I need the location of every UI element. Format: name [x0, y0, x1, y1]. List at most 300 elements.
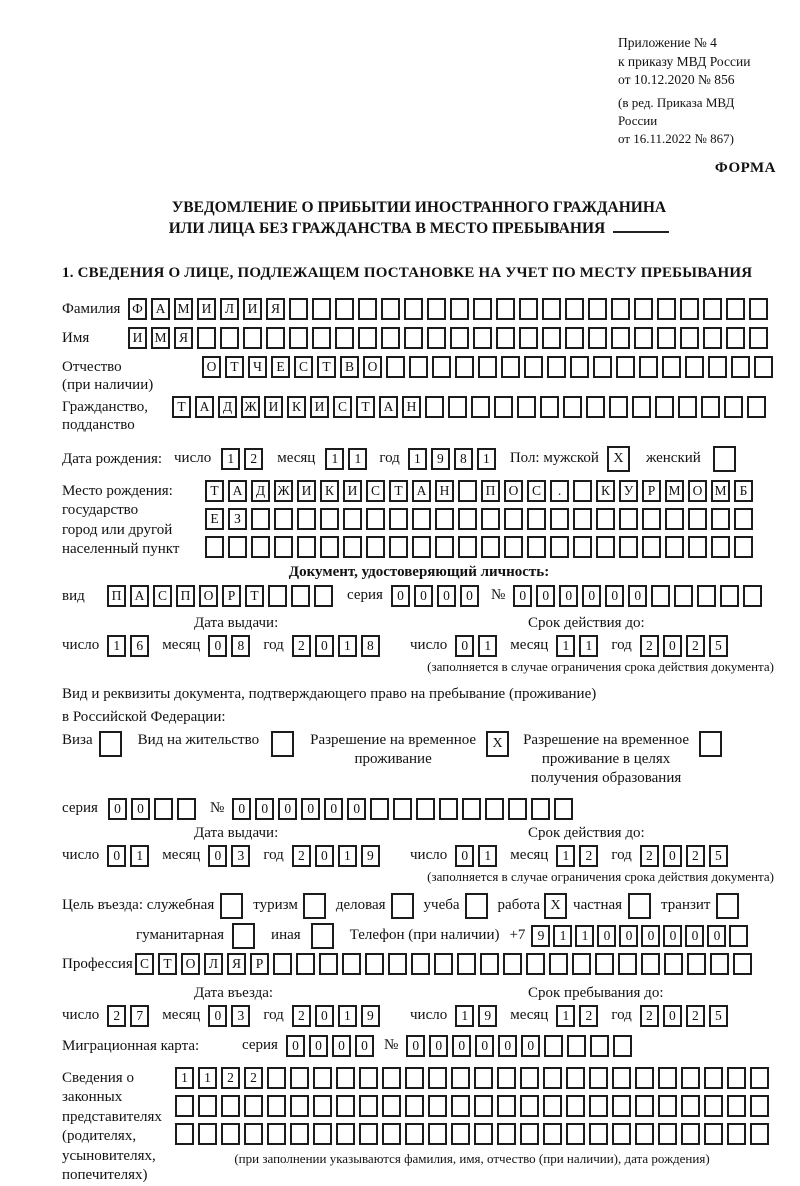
char-cell[interactable]	[289, 298, 308, 320]
char-cell[interactable]	[619, 536, 638, 558]
char-cell[interactable]	[678, 396, 697, 418]
char-cell[interactable]: 3	[231, 1005, 250, 1027]
char-cell[interactable]	[655, 396, 674, 418]
char-cell[interactable]	[540, 396, 559, 418]
char-cell[interactable]	[428, 1123, 447, 1145]
char-cell[interactable]: 9	[361, 1005, 380, 1027]
char-cell[interactable]: М	[174, 298, 193, 320]
char-cell[interactable]	[266, 327, 285, 349]
char-cell[interactable]	[474, 1095, 493, 1117]
char-cell[interactable]	[703, 327, 722, 349]
char-cell[interactable]: П	[107, 585, 126, 607]
char-cell[interactable]	[572, 953, 591, 975]
representatives-cells-row2[interactable]	[175, 1095, 769, 1117]
char-cell[interactable]: 0	[663, 845, 682, 867]
char-cell[interactable]	[303, 893, 326, 919]
char-cell[interactable]: 2	[292, 635, 311, 657]
char-cell[interactable]: Л	[204, 953, 223, 975]
char-cell[interactable]	[543, 1067, 562, 1089]
char-cell[interactable]	[451, 1123, 470, 1145]
char-cell[interactable]	[497, 1095, 516, 1117]
char-cell[interactable]	[589, 1067, 608, 1089]
char-cell[interactable]	[749, 298, 768, 320]
char-cell[interactable]	[312, 327, 331, 349]
purpose-other-checkbox[interactable]	[311, 923, 334, 949]
char-cell[interactable]	[458, 508, 477, 530]
doc-series-cells[interactable]	[391, 585, 479, 607]
birthplace-cells-row2[interactable]	[205, 508, 753, 530]
char-cell[interactable]	[382, 1095, 401, 1117]
char-cell[interactable]: М	[151, 327, 170, 349]
char-cell[interactable]	[542, 327, 561, 349]
char-cell[interactable]	[547, 356, 566, 378]
char-cell[interactable]	[596, 508, 615, 530]
char-cell[interactable]: 0	[513, 585, 532, 607]
char-cell[interactable]	[450, 298, 469, 320]
char-cell[interactable]	[520, 1095, 539, 1117]
char-cell[interactable]: Я	[174, 327, 193, 349]
char-cell[interactable]	[313, 1095, 332, 1117]
char-cell[interactable]	[724, 396, 743, 418]
char-cell[interactable]	[220, 327, 239, 349]
char-cell[interactable]: 0	[131, 798, 150, 820]
char-cell[interactable]: Р	[250, 953, 269, 975]
char-cell[interactable]	[589, 1095, 608, 1117]
char-cell[interactable]: 2	[221, 1067, 240, 1089]
char-cell[interactable]: 6	[130, 635, 149, 657]
char-cell[interactable]	[517, 396, 536, 418]
representatives-cells-row3[interactable]	[175, 1123, 769, 1145]
char-cell[interactable]: 1	[107, 635, 126, 657]
char-cell[interactable]: 0	[452, 1035, 471, 1057]
id-valid-year-cells[interactable]	[640, 635, 728, 657]
char-cell[interactable]	[366, 536, 385, 558]
char-cell[interactable]	[543, 1123, 562, 1145]
char-cell[interactable]	[727, 1067, 746, 1089]
char-cell[interactable]	[658, 1067, 677, 1089]
char-cell[interactable]	[274, 508, 293, 530]
char-cell[interactable]: Р	[222, 585, 241, 607]
char-cell[interactable]: 2	[686, 635, 705, 657]
char-cell[interactable]	[685, 356, 704, 378]
char-cell[interactable]	[271, 731, 294, 757]
char-cell[interactable]	[524, 356, 543, 378]
char-cell[interactable]: 0	[663, 925, 682, 947]
char-cell[interactable]: Т	[172, 396, 191, 418]
char-cell[interactable]	[382, 1067, 401, 1089]
char-cell[interactable]	[432, 356, 451, 378]
char-cell[interactable]: 0	[301, 798, 320, 820]
char-cell[interactable]: 0	[232, 798, 251, 820]
char-cell[interactable]	[177, 798, 196, 820]
char-cell[interactable]: 0	[108, 798, 127, 820]
char-cell[interactable]	[593, 356, 612, 378]
char-cell[interactable]: О	[199, 585, 218, 607]
char-cell[interactable]: И	[310, 396, 329, 418]
char-cell[interactable]: С	[333, 396, 352, 418]
char-cell[interactable]	[336, 1067, 355, 1089]
char-cell[interactable]	[389, 508, 408, 530]
char-cell[interactable]	[485, 798, 504, 820]
char-cell[interactable]: 0	[315, 1005, 334, 1027]
char-cell[interactable]: О	[504, 480, 523, 502]
char-cell[interactable]	[710, 953, 729, 975]
purpose-transit-checkbox[interactable]	[716, 893, 739, 919]
char-cell[interactable]	[473, 298, 492, 320]
char-cell[interactable]	[435, 508, 454, 530]
char-cell[interactable]: 1	[408, 448, 427, 470]
char-cell[interactable]: 0	[406, 1035, 425, 1057]
char-cell[interactable]	[665, 536, 684, 558]
char-cell[interactable]	[273, 953, 292, 975]
char-cell[interactable]	[635, 1095, 654, 1117]
char-cell[interactable]	[220, 893, 243, 919]
char-cell[interactable]	[635, 1123, 654, 1145]
char-cell[interactable]	[366, 508, 385, 530]
char-cell[interactable]: С	[153, 585, 172, 607]
stay-month-cells[interactable]	[556, 1005, 598, 1027]
char-cell[interactable]	[497, 1123, 516, 1145]
char-cell[interactable]	[734, 536, 753, 558]
char-cell[interactable]	[589, 1123, 608, 1145]
char-cell[interactable]: Т	[356, 396, 375, 418]
char-cell[interactable]: Р	[642, 480, 661, 502]
char-cell[interactable]: 0	[315, 845, 334, 867]
given-name-cells[interactable]	[128, 327, 768, 349]
char-cell[interactable]: И	[264, 396, 283, 418]
char-cell[interactable]	[688, 536, 707, 558]
char-cell[interactable]: 9	[531, 925, 550, 947]
char-cell[interactable]	[451, 1095, 470, 1117]
char-cell[interactable]: Н	[435, 480, 454, 502]
char-cell[interactable]: 1	[478, 635, 497, 657]
doc-type-cells[interactable]	[107, 585, 333, 607]
char-cell[interactable]: 2	[107, 1005, 126, 1027]
char-cell[interactable]	[198, 1123, 217, 1145]
char-cell[interactable]	[320, 536, 339, 558]
char-cell[interactable]	[478, 356, 497, 378]
char-cell[interactable]: 8	[361, 635, 380, 657]
char-cell[interactable]	[480, 953, 499, 975]
char-cell[interactable]	[664, 953, 683, 975]
char-cell[interactable]	[312, 298, 331, 320]
char-cell[interactable]: 1	[556, 1005, 575, 1027]
char-cell[interactable]	[612, 1123, 631, 1145]
char-cell[interactable]	[434, 953, 453, 975]
char-cell[interactable]: 5	[709, 1005, 728, 1027]
char-cell[interactable]	[314, 585, 333, 607]
char-cell[interactable]	[642, 536, 661, 558]
char-cell[interactable]	[336, 1095, 355, 1117]
char-cell[interactable]: 0	[536, 585, 555, 607]
char-cell[interactable]	[526, 953, 545, 975]
char-cell[interactable]	[458, 536, 477, 558]
char-cell[interactable]	[435, 536, 454, 558]
char-cell[interactable]: Т	[389, 480, 408, 502]
char-cell[interactable]: 3	[231, 845, 250, 867]
char-cell[interactable]	[566, 1067, 585, 1089]
char-cell[interactable]: А	[379, 396, 398, 418]
char-cell[interactable]	[563, 396, 582, 418]
char-cell[interactable]	[428, 1067, 447, 1089]
res-issue-month-cells[interactable]	[208, 845, 250, 867]
purpose-work-checkbox[interactable]	[544, 893, 567, 919]
char-cell[interactable]: И	[128, 327, 147, 349]
char-cell[interactable]	[542, 298, 561, 320]
res-issue-year-cells[interactable]	[292, 845, 380, 867]
citizenship-cells[interactable]	[172, 396, 766, 418]
char-cell[interactable]	[320, 508, 339, 530]
char-cell[interactable]	[665, 508, 684, 530]
birthplace-cells-row1[interactable]	[205, 480, 753, 502]
char-cell[interactable]	[595, 953, 614, 975]
char-cell[interactable]	[611, 327, 630, 349]
char-cell[interactable]: 0	[455, 635, 474, 657]
char-cell[interactable]	[343, 508, 362, 530]
char-cell[interactable]	[296, 953, 315, 975]
char-cell[interactable]: А	[151, 298, 170, 320]
char-cell[interactable]: Б	[734, 480, 753, 502]
purpose-official-checkbox[interactable]	[220, 893, 243, 919]
char-cell[interactable]	[450, 327, 469, 349]
res-valid-day-cells[interactable]	[455, 845, 497, 867]
char-cell[interactable]: 0	[355, 1035, 374, 1057]
char-cell[interactable]	[221, 1123, 240, 1145]
char-cell[interactable]: К	[320, 480, 339, 502]
char-cell[interactable]	[642, 508, 661, 530]
char-cell[interactable]: Л	[220, 298, 239, 320]
char-cell[interactable]: Д	[251, 480, 270, 502]
char-cell[interactable]	[428, 1095, 447, 1117]
char-cell[interactable]	[232, 923, 255, 949]
char-cell[interactable]: 1	[325, 448, 344, 470]
char-cell[interactable]	[474, 1123, 493, 1145]
char-cell[interactable]: 2	[244, 1067, 263, 1089]
char-cell[interactable]	[711, 536, 730, 558]
char-cell[interactable]	[586, 396, 605, 418]
char-cell[interactable]: 1	[455, 1005, 474, 1027]
char-cell[interactable]: М	[711, 480, 730, 502]
char-cell[interactable]: Т	[205, 480, 224, 502]
char-cell[interactable]	[726, 327, 745, 349]
char-cell[interactable]	[680, 298, 699, 320]
char-cell[interactable]	[268, 585, 287, 607]
char-cell[interactable]	[448, 396, 467, 418]
surname-cells[interactable]	[128, 298, 768, 320]
char-cell[interactable]	[609, 396, 628, 418]
char-cell[interactable]	[704, 1067, 723, 1089]
char-cell[interactable]	[704, 1095, 723, 1117]
char-cell[interactable]	[311, 923, 334, 949]
char-cell[interactable]: З	[228, 508, 247, 530]
purpose-business-checkbox[interactable]	[391, 893, 414, 919]
char-cell[interactable]	[658, 1123, 677, 1145]
char-cell[interactable]	[573, 508, 592, 530]
temp-residence-edu-checkbox[interactable]	[699, 731, 722, 757]
char-cell[interactable]: 0	[707, 925, 726, 947]
char-cell[interactable]	[611, 298, 630, 320]
char-cell[interactable]: П	[481, 480, 500, 502]
char-cell[interactable]	[747, 396, 766, 418]
char-cell[interactable]	[519, 298, 538, 320]
char-cell[interactable]	[297, 508, 316, 530]
char-cell[interactable]: .	[550, 480, 569, 502]
char-cell[interactable]	[596, 536, 615, 558]
char-cell[interactable]	[634, 327, 653, 349]
char-cell[interactable]	[520, 1067, 539, 1089]
char-cell[interactable]: 8	[231, 635, 250, 657]
char-cell[interactable]	[716, 893, 739, 919]
id-issue-month-cells[interactable]	[208, 635, 250, 657]
char-cell[interactable]	[336, 1123, 355, 1145]
char-cell[interactable]: 0	[347, 798, 366, 820]
residence-number-cells[interactable]	[232, 798, 573, 820]
char-cell[interactable]	[457, 953, 476, 975]
char-cell[interactable]: 0	[315, 635, 334, 657]
char-cell[interactable]	[628, 893, 651, 919]
char-cell[interactable]: 0	[324, 798, 343, 820]
char-cell[interactable]: 1	[338, 1005, 357, 1027]
char-cell[interactable]: В	[340, 356, 359, 378]
char-cell[interactable]	[404, 327, 423, 349]
char-cell[interactable]	[729, 925, 748, 947]
residence-permit-checkbox[interactable]	[271, 731, 294, 757]
char-cell[interactable]: С	[527, 480, 546, 502]
char-cell[interactable]: 0	[605, 585, 624, 607]
char-cell[interactable]	[680, 327, 699, 349]
birth-day-cells[interactable]	[221, 448, 263, 470]
char-cell[interactable]	[731, 356, 750, 378]
birth-year-cells[interactable]	[408, 448, 496, 470]
char-cell[interactable]	[749, 327, 768, 349]
char-cell[interactable]: 0	[641, 925, 660, 947]
char-cell[interactable]: 0	[414, 585, 433, 607]
purpose-private-checkbox[interactable]	[628, 893, 651, 919]
res-valid-month-cells[interactable]	[556, 845, 598, 867]
char-cell[interactable]: Т	[317, 356, 336, 378]
char-cell[interactable]	[726, 298, 745, 320]
stay-day-cells[interactable]	[455, 1005, 497, 1027]
char-cell[interactable]	[251, 508, 270, 530]
char-cell[interactable]	[544, 1035, 563, 1057]
char-cell[interactable]	[634, 298, 653, 320]
char-cell[interactable]: 5	[709, 845, 728, 867]
char-cell[interactable]	[657, 327, 676, 349]
char-cell[interactable]: Е	[205, 508, 224, 530]
char-cell[interactable]	[228, 536, 247, 558]
char-cell[interactable]: 2	[640, 1005, 659, 1027]
res-valid-year-cells[interactable]	[640, 845, 728, 867]
char-cell[interactable]	[496, 327, 515, 349]
char-cell[interactable]	[565, 298, 584, 320]
char-cell[interactable]: Я	[266, 298, 285, 320]
char-cell[interactable]: С	[294, 356, 313, 378]
purpose-tourism-checkbox[interactable]	[303, 893, 326, 919]
char-cell[interactable]: Т	[225, 356, 244, 378]
char-cell[interactable]	[590, 1035, 609, 1057]
char-cell[interactable]: 1	[221, 448, 240, 470]
char-cell[interactable]: X	[607, 446, 630, 472]
purpose-study-checkbox[interactable]	[465, 893, 488, 919]
char-cell[interactable]	[409, 356, 428, 378]
char-cell[interactable]	[335, 298, 354, 320]
char-cell[interactable]: 0	[628, 585, 647, 607]
char-cell[interactable]	[688, 508, 707, 530]
char-cell[interactable]	[370, 798, 389, 820]
char-cell[interactable]	[342, 953, 361, 975]
char-cell[interactable]	[733, 953, 752, 975]
char-cell[interactable]	[566, 1123, 585, 1145]
char-cell[interactable]	[750, 1123, 769, 1145]
char-cell[interactable]	[405, 1095, 424, 1117]
char-cell[interactable]	[639, 356, 658, 378]
char-cell[interactable]	[520, 1123, 539, 1145]
char-cell[interactable]: И	[343, 480, 362, 502]
char-cell[interactable]	[471, 396, 490, 418]
char-cell[interactable]	[267, 1123, 286, 1145]
char-cell[interactable]: 2	[579, 1005, 598, 1027]
char-cell[interactable]	[727, 1095, 746, 1117]
char-cell[interactable]: 0	[309, 1035, 328, 1057]
char-cell[interactable]	[389, 536, 408, 558]
char-cell[interactable]	[704, 1123, 723, 1145]
char-cell[interactable]	[573, 480, 592, 502]
char-cell[interactable]: О	[363, 356, 382, 378]
char-cell[interactable]: У	[619, 480, 638, 502]
char-cell[interactable]: 2	[686, 1005, 705, 1027]
char-cell[interactable]	[616, 356, 635, 378]
doc-number-cells[interactable]	[513, 585, 762, 607]
visa-checkbox[interactable]	[99, 731, 122, 757]
char-cell[interactable]	[588, 298, 607, 320]
char-cell[interactable]	[651, 585, 670, 607]
char-cell[interactable]	[612, 1095, 631, 1117]
char-cell[interactable]: 0	[559, 585, 578, 607]
char-cell[interactable]	[393, 798, 412, 820]
char-cell[interactable]	[365, 953, 384, 975]
char-cell[interactable]: С	[135, 953, 154, 975]
char-cell[interactable]	[674, 585, 693, 607]
char-cell[interactable]: И	[297, 480, 316, 502]
char-cell[interactable]	[175, 1095, 194, 1117]
char-cell[interactable]	[297, 536, 316, 558]
char-cell[interactable]	[503, 953, 522, 975]
patronymic-cells[interactable]	[202, 356, 773, 378]
char-cell[interactable]: А	[412, 480, 431, 502]
char-cell[interactable]	[404, 298, 423, 320]
char-cell[interactable]	[319, 953, 338, 975]
char-cell[interactable]	[412, 536, 431, 558]
char-cell[interactable]	[494, 396, 513, 418]
char-cell[interactable]	[154, 798, 173, 820]
char-cell[interactable]	[290, 1123, 309, 1145]
char-cell[interactable]	[720, 585, 739, 607]
char-cell[interactable]	[618, 953, 637, 975]
char-cell[interactable]	[455, 356, 474, 378]
char-cell[interactable]: 0	[278, 798, 297, 820]
char-cell[interactable]	[382, 1123, 401, 1145]
char-cell[interactable]: 1	[553, 925, 572, 947]
char-cell[interactable]	[565, 327, 584, 349]
char-cell[interactable]: 1	[338, 635, 357, 657]
char-cell[interactable]: 0	[208, 635, 227, 657]
char-cell[interactable]: 2	[640, 845, 659, 867]
char-cell[interactable]	[641, 953, 660, 975]
char-cell[interactable]: М	[665, 480, 684, 502]
char-cell[interactable]	[662, 356, 681, 378]
char-cell[interactable]	[313, 1123, 332, 1145]
char-cell[interactable]: А	[228, 480, 247, 502]
